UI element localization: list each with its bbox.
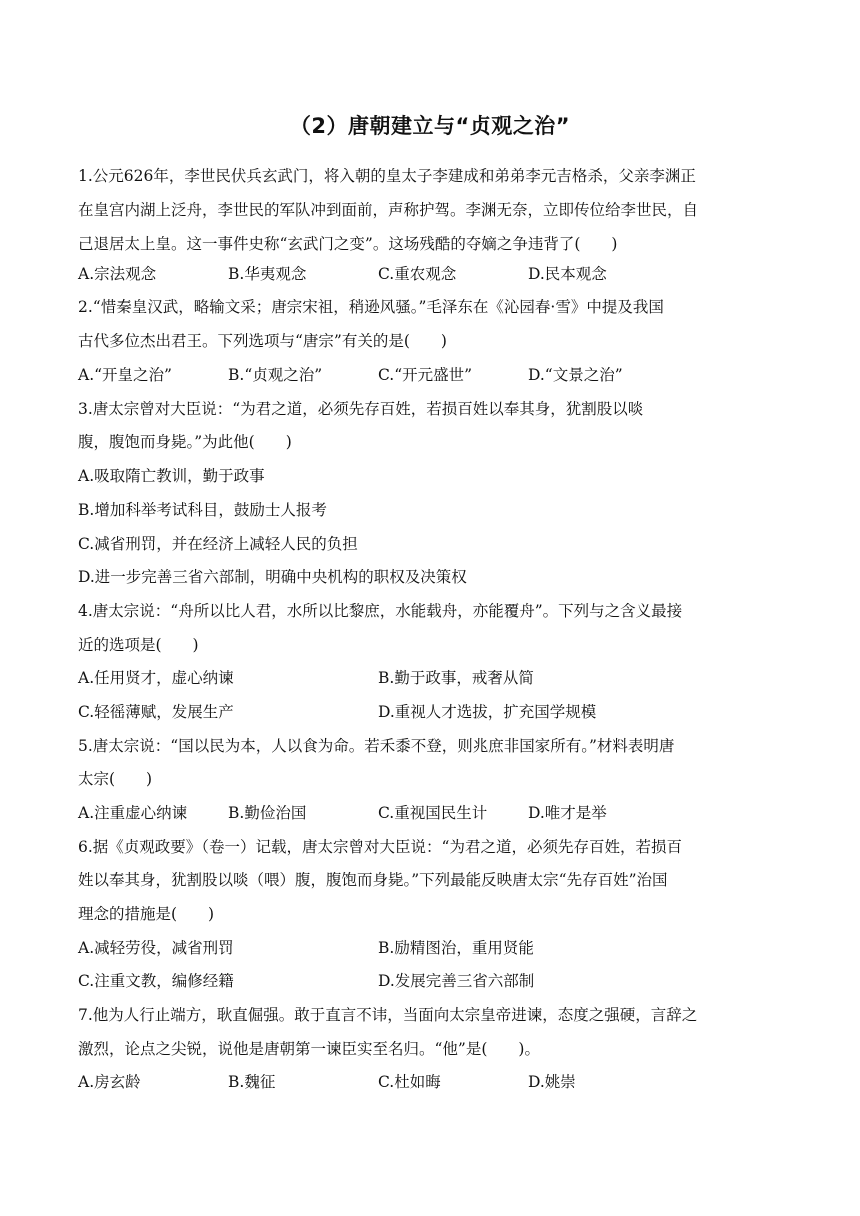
question-5-option-d[interactable]: D.唯才是举 [528, 804, 607, 822]
question-6-line-1: 6.据《贞观政要》（卷一）记载，唐太宗曾对大臣说：“为君之道，必须先存百姓，若损百 [78, 838, 682, 856]
question-7-option-a[interactable]: A.房玄龄 [78, 1073, 141, 1091]
question-7-option-c[interactable]: C.杜如晦 [378, 1073, 441, 1091]
question-5-line-2: 太宗( ) [78, 770, 153, 788]
question-7-option-b[interactable]: B.魏征 [228, 1073, 276, 1091]
question-1-option-a[interactable]: A.宗法观念 [78, 265, 157, 283]
question-4-line-1: 4.唐太宗说：“舟所以比人君，水所以比黎庶，水能载舟，亦能覆舟”。下列与之含义最接 [78, 602, 683, 620]
question-4-option-a[interactable]: A.任用贤才，虚心纳谏 [78, 669, 234, 687]
question-1-line-2: 在皇宫内湖上泛舟，李世民的军队冲到面前，声称护驾。李渊无奈，立即传位给李世民，自 [78, 201, 699, 219]
question-6-option-b[interactable]: B.励精图治，重用贤能 [378, 939, 534, 957]
question-5-option-a[interactable]: A.注重虚心纳谏 [78, 804, 188, 822]
question-4-option-d[interactable]: D.重视人才选拔，扩充国学规模 [378, 703, 597, 721]
question-4-option-c[interactable]: C.轻徭薄赋，发展生产 [78, 703, 234, 721]
question-4-option-b[interactable]: B.勤于政事，戒奢从简 [378, 669, 534, 687]
question-2-option-d[interactable]: D.“文景之治” [528, 366, 623, 384]
question-4-line-2: 近的选项是( ) [78, 636, 199, 654]
question-1-option-c[interactable]: C.重农观念 [378, 265, 457, 283]
question-1-line-3: 己退居太上皇。这一事件史称“玄武门之变”。这场残酷的夺嫡之争违背了( ) [78, 235, 618, 253]
question-2-line-1: 2.“惜秦皇汉武，略输文采；唐宗宋祖，稍逊风骚。”毛泽东在《沁园春·雪》中提及我国 [78, 298, 664, 316]
question-1-option-d[interactable]: D.民本观念 [528, 265, 607, 283]
question-6-option-d[interactable]: D.发展完善三省六部制 [378, 972, 535, 990]
question-3-line-2: 腹，腹饱而身毙。”为此他( ) [78, 433, 292, 451]
question-2-option-c[interactable]: C.“开元盛世” [378, 366, 473, 384]
question-1-line-1: 1.公元626年，李世民伏兵玄武门，将入朝的皇太子李建成和弟弟李元吉格杀，父亲李渊正 [78, 167, 696, 185]
question-5-option-b[interactable]: B.勤俭治国 [228, 804, 307, 822]
question-7-line-2: 激烈，论点之尖锐，说他是唐朝第一谏臣实至名归。“他”是( )。 [78, 1040, 540, 1058]
question-3-option-a[interactable]: A.吸取隋亡教训，勤于政事 [78, 467, 265, 485]
question-2-line-2: 古代多位杰出君王。下列选项与“唐宗”有关的是( ) [78, 332, 447, 350]
question-6-line-3: 理念的措施是( ) [78, 905, 215, 923]
question-3-option-d[interactable]: D.进一步完善三省六部制，明确中央机构的职权及决策权 [78, 568, 467, 586]
question-6-option-a[interactable]: A.减轻劳役，减省刑罚 [78, 939, 234, 957]
question-3-option-c[interactable]: C.减省刑罚，并在经济上减轻人民的负担 [78, 535, 358, 553]
question-3-option-b[interactable]: B.增加科举考试科目，鼓励士人报考 [78, 501, 327, 519]
question-6-line-2: 姓以奉其身，犹割股以啖（喂）腹，腹饱而身毙。”下列最能反映唐太宗“先存百姓”治国 [78, 871, 668, 889]
question-5-option-c[interactable]: C.重视国民生计 [378, 804, 488, 822]
question-2-option-b[interactable]: B.“贞观之治” [228, 366, 323, 384]
question-7-line-1: 7.他为人行止端方，耿直倔强。敢于直言不讳，当面向太宗皇帝进谏，态度之强硬，言辞之 [78, 1006, 698, 1024]
question-2-option-a[interactable]: A.“开皇之治” [78, 366, 172, 384]
question-1-option-b[interactable]: B.华夷观念 [228, 265, 307, 283]
page-title: （2）唐朝建立与“贞观之治” [289, 114, 571, 138]
question-7-option-d[interactable]: D.姚崇 [528, 1073, 576, 1091]
question-6-option-c[interactable]: C.注重文教，编修经籍 [78, 972, 234, 990]
question-3-line-1: 3.唐太宗曾对大臣说：“为君之道，必须先存百姓，若损百姓以奉其身，犹割股以啖 [78, 400, 644, 418]
question-5-line-1: 5.唐太宗说：“国以民为本，人以食为命。若禾黍不登，则兆庶非国家所有。”材料表明唐 [78, 737, 675, 755]
